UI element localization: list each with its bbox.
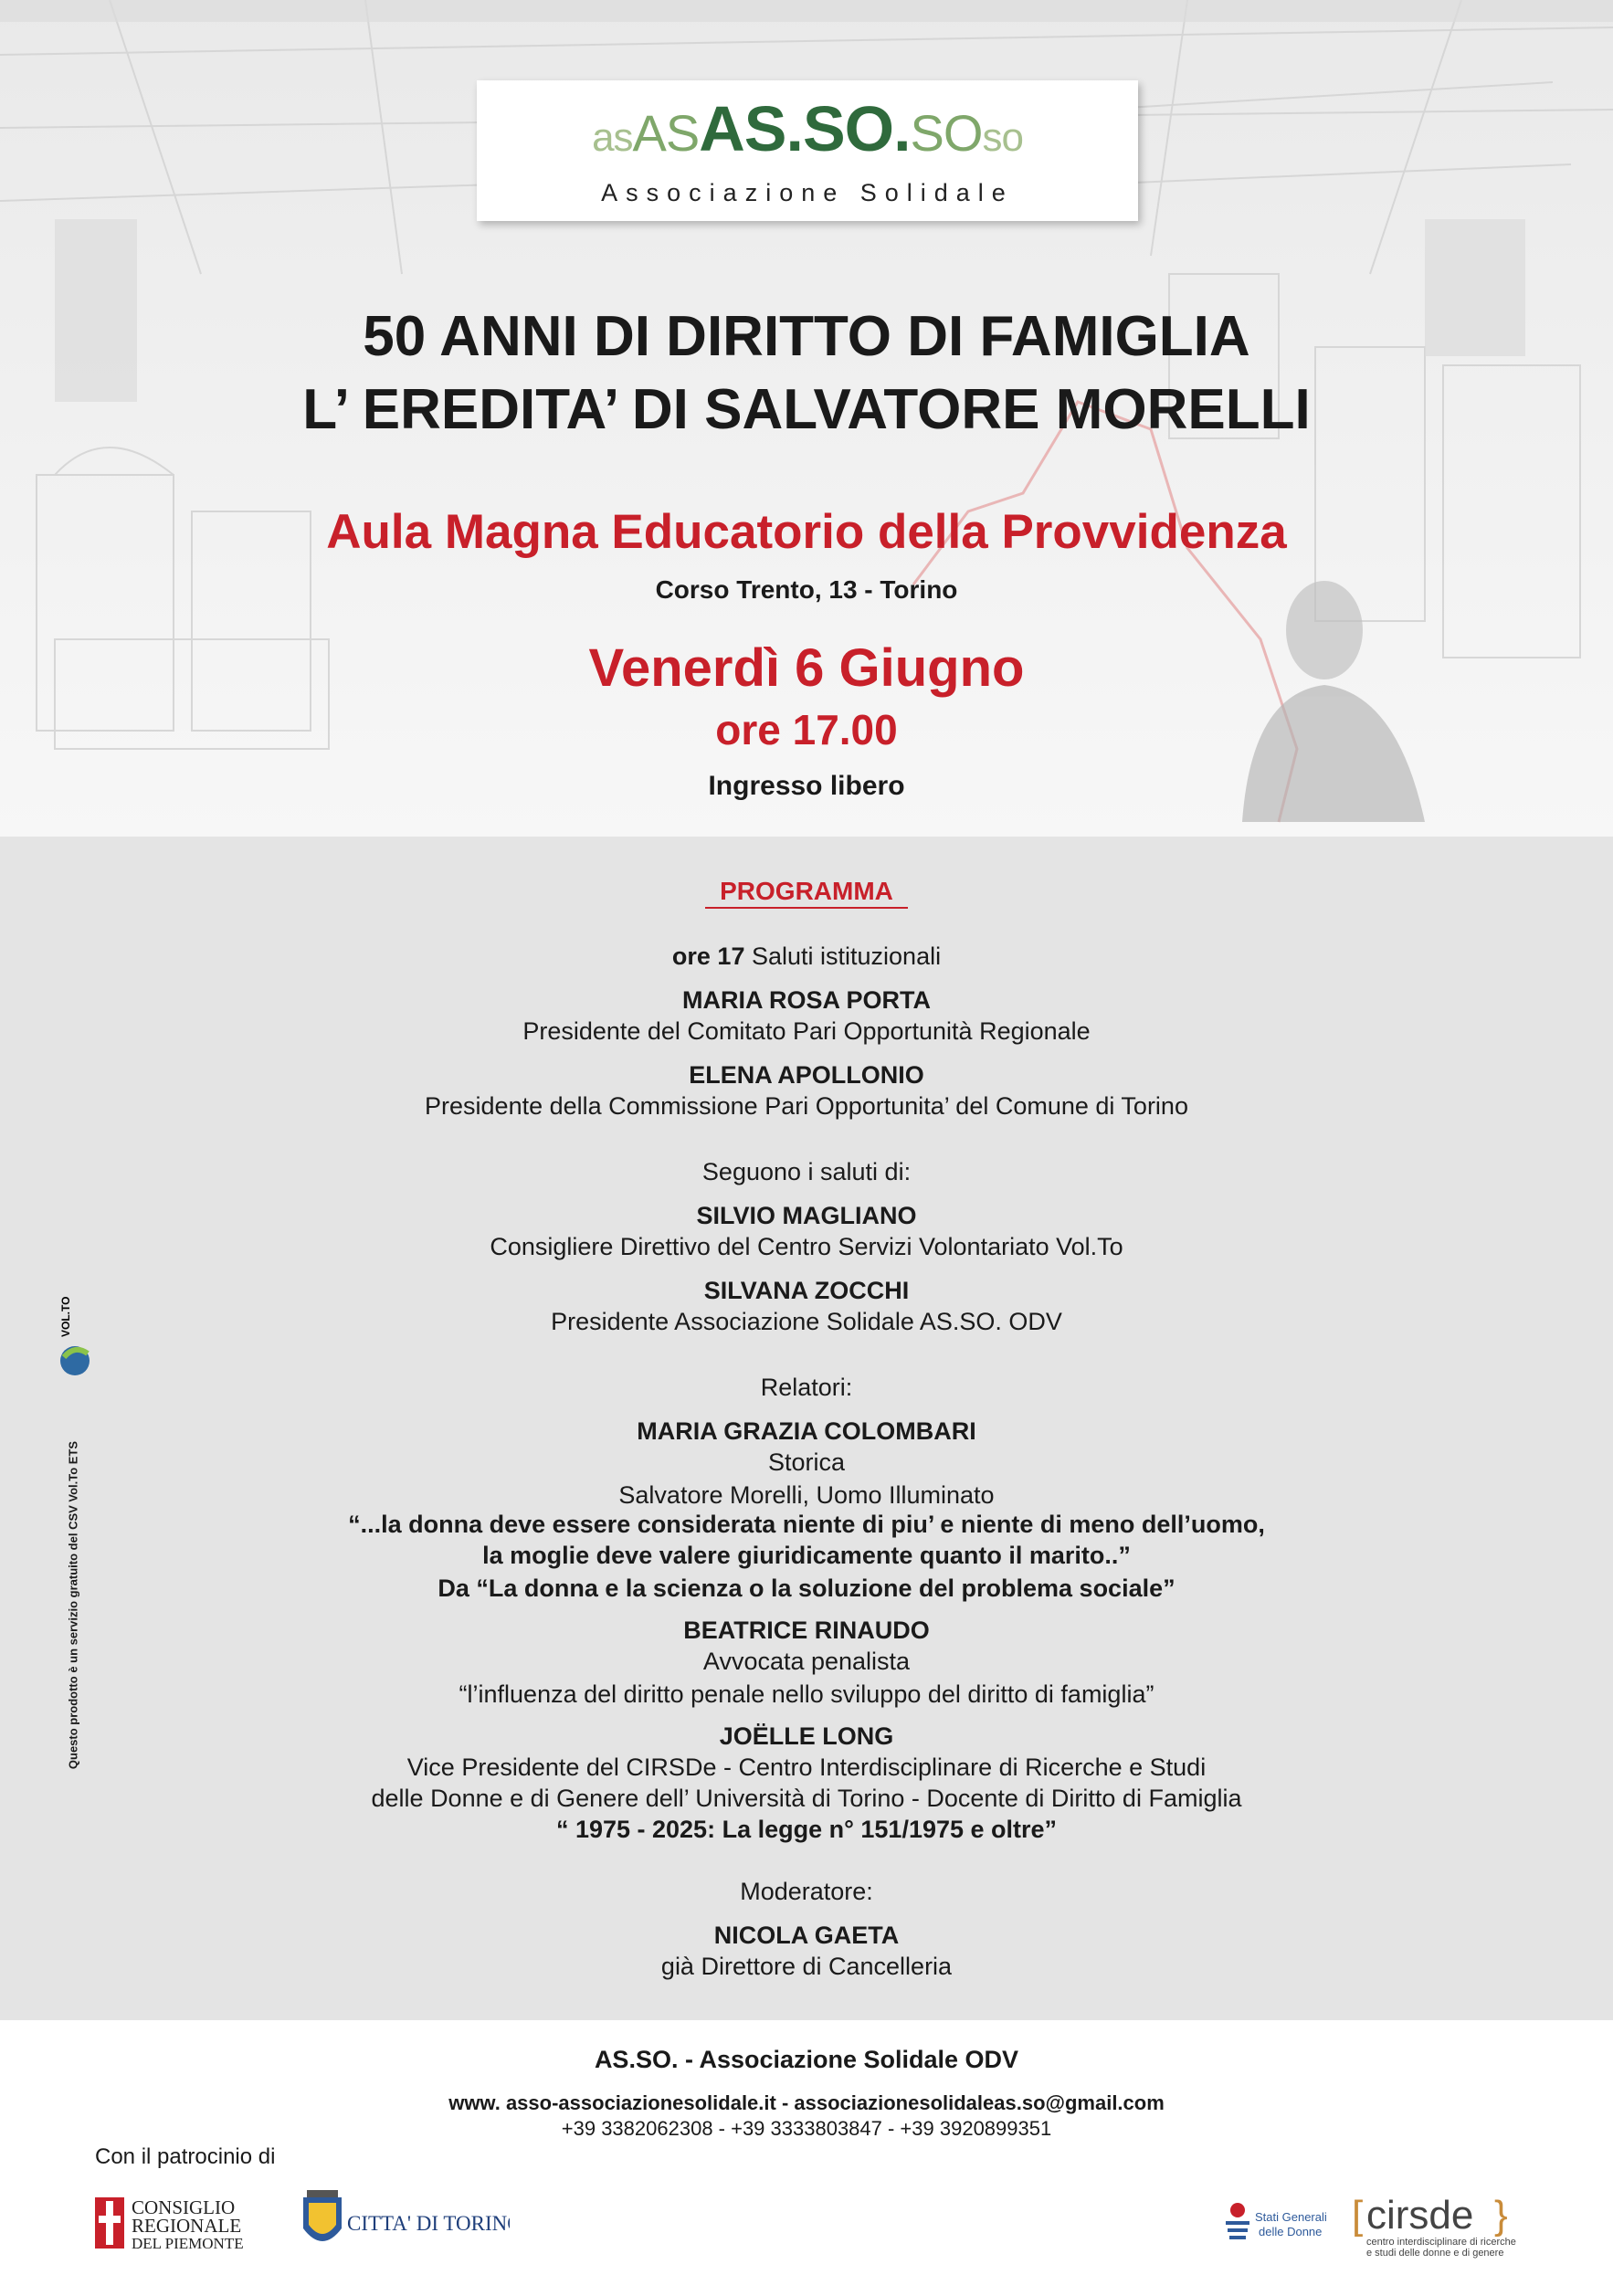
moderator-name: NICOLA GAETA bbox=[713, 1922, 900, 1949]
follower-name: SILVIO MAGLIANO bbox=[696, 1202, 917, 1229]
stati-generali-logo bbox=[1222, 2197, 1332, 2258]
follower-role: Consigliere Direttivo del Centro Servizi Volontariato Vol.To bbox=[490, 1233, 1123, 1260]
patronage-label: Con il patrocinio di bbox=[95, 2144, 276, 2169]
footer-org-name: AS.SO. - Associazione Solidale ODV bbox=[594, 2046, 1019, 2073]
opening-label: Saluti istituzionali bbox=[751, 943, 942, 970]
logo-part: SO bbox=[910, 104, 983, 162]
event-title-line1: 50 ANNI DI DIRITTO DI FAMIGLIA bbox=[363, 305, 1250, 368]
side-note bbox=[64, 1425, 82, 1808]
cirsde-sub: e studi delle donne e di genere bbox=[1366, 2248, 1504, 2259]
speaker-name: MARIA GRAZIA COLOMBARI bbox=[637, 1417, 976, 1445]
cirsde-sub: centro interdisciplinare di ricerche bbox=[1366, 2237, 1516, 2248]
follower-role: Presidente Associazione Solidale AS.SO. ODV bbox=[551, 1308, 1062, 1335]
citta-torino-text: CITTA' DI TORINO bbox=[347, 2212, 510, 2235]
greeter-role: Presidente del Comitato Pari Opportunità Regionale bbox=[522, 1017, 1091, 1045]
speakers-label: Relatori: bbox=[760, 1374, 853, 1401]
event-title-line2: L’ EREDITA’ DI SALVATORE MORELLI bbox=[302, 378, 1311, 441]
speaker-quote: “...la donna deve essere considerata niente di piu’ e niente di meno dell’uomo, bbox=[348, 1511, 1265, 1538]
speaker-quote-source: Da “La donna e la scienza o la soluzione del problema sociale” bbox=[438, 1575, 1175, 1602]
speaker-role: Avvocata penalista bbox=[702, 1648, 911, 1675]
citta-torino-logo bbox=[300, 2188, 510, 2256]
consiglio-text: CONSIGLIO bbox=[132, 2196, 236, 2218]
program-heading: PROGRAMMA bbox=[720, 877, 893, 905]
consiglio-text: DEL PIEMONTE bbox=[132, 2235, 244, 2252]
stati-text: Stati Generali bbox=[1255, 2210, 1327, 2224]
footer-phones: +39 3382062308 - +39 3333803847 - +39 3920899351 bbox=[561, 2117, 1052, 2140]
opening-time: ore 17 bbox=[671, 943, 745, 970]
asso-logo bbox=[477, 80, 1138, 221]
speaker-role: delle Donne e di Genere dell’ Università di Torino - Docente di Diritto di Famiglia bbox=[371, 1785, 1242, 1812]
event-date: Venerdì 6 Giugno bbox=[588, 638, 1025, 698]
cirsde-logo bbox=[1352, 2190, 1553, 2261]
logo-wordmark bbox=[477, 93, 1138, 164]
italy-map-outline bbox=[913, 402, 1297, 822]
greeter-name: MARIA ROSA PORTA bbox=[682, 986, 931, 1014]
speaker-topic: “ 1975 - 2025: La legge n° 151/1975 e oltre” bbox=[555, 1816, 1058, 1843]
logo-part: AS.SO. bbox=[699, 93, 911, 164]
speaker-topic: Salvatore Morelli, Uomo Illuminato bbox=[618, 1481, 995, 1509]
consiglio-text: REGIONALE bbox=[132, 2215, 242, 2237]
side-note-text: Questo prodotto è un servizio gratuito del CSV Vol.To ETS bbox=[66, 1440, 80, 1770]
logo-subtitle: Associazione Solidale bbox=[601, 179, 1014, 206]
cirsde-brace: } bbox=[1494, 2193, 1508, 2238]
logo-part: AS bbox=[632, 104, 700, 162]
speaker-name: JOËLLE LONG bbox=[719, 1722, 894, 1750]
cirsde-text: cirsde bbox=[1366, 2193, 1474, 2238]
logo-part: so bbox=[982, 115, 1023, 160]
speaker-role: Storica bbox=[767, 1448, 846, 1476]
follower-name: SILVANA ZOCCHI bbox=[703, 1277, 910, 1304]
opening-line bbox=[0, 943, 1613, 971]
venue-address: Corso Trento, 13 - Torino bbox=[655, 575, 958, 604]
volto-logo bbox=[57, 1297, 93, 1379]
logo-part: as bbox=[592, 115, 633, 160]
venue-name: Aula Magna Educatorio della Provvidenza bbox=[326, 505, 1287, 559]
speaker-topic: “l’influenza del diritto penale nello sviluppo del diritto di famiglia” bbox=[459, 1680, 1154, 1708]
greeter-role: Presidente della Commissione Pari Opportunita’ del Comune di Torino bbox=[425, 1092, 1188, 1120]
speaker-role: Vice Presidente del CIRSDe - Centro Interdisciplinare di Ricerche e Studi bbox=[406, 1754, 1207, 1781]
speaker-quote: la moglie deve valere giuridicamente quanto il marito..” bbox=[482, 1542, 1131, 1569]
hero-section bbox=[0, 0, 1613, 837]
event-time: ore 17.00 bbox=[715, 706, 898, 753]
speaker-name: BEATRICE RINAUDO bbox=[683, 1617, 930, 1644]
moderator-role: già Direttore di Cancelleria bbox=[660, 1953, 953, 1980]
entry-note: Ingresso libero bbox=[708, 771, 905, 801]
moderator-label: Moderatore: bbox=[740, 1878, 873, 1905]
footer-web-email[interactable]: www. asso-associazionesolidale.it - associazionesolidaleas.so@gmail.com bbox=[448, 2091, 1165, 2114]
followed-by-label: Seguono i saluti di: bbox=[701, 1158, 912, 1185]
cirsde-brace: [ bbox=[1352, 2193, 1364, 2238]
consiglio-regionale-logo bbox=[95, 2194, 278, 2252]
volto-logo-text: VOL.TO bbox=[59, 1297, 72, 1337]
stati-text: delle Donne bbox=[1259, 2225, 1323, 2238]
program-heading-underline bbox=[705, 907, 908, 909]
greeter-name: ELENA APOLLONIO bbox=[689, 1061, 924, 1089]
